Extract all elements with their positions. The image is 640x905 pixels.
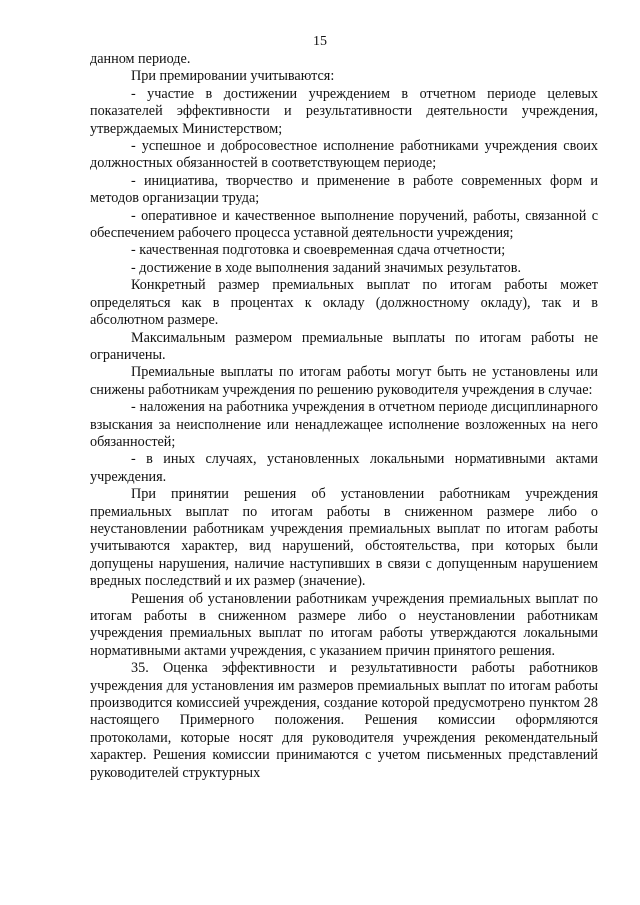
paragraph: При премировании учитываются: xyxy=(131,68,335,85)
paragraph: Максимальным размером премиальные выплаты по итогам работы не ограничены. xyxy=(90,329,598,363)
page-number: 15 xyxy=(313,34,327,49)
list-item: - оперативное и качественное выполнение поручений, работы, связанной с обеспечением рабочего процесса уставной деятельности учреждения; xyxy=(90,207,598,242)
list-item: - участие в достижении учреждением в отчетном периоде целевых показателей эффективности и результативности деятельности учреждения, утверждаемых Министерством; xyxy=(90,85,598,137)
list-item: - качественная подготовка и своевременная сдача отчетности; xyxy=(131,242,506,259)
list-item: - в иных случаях, установленных локальными нормативными актами учреждения. xyxy=(90,451,598,485)
paragraph: Премиальные выплаты по итогам работы могут быть не установлены или снижены работникам учреждения по решению руководителя учреждения в случае: xyxy=(90,364,598,398)
paragraph: данном периоде. xyxy=(90,51,191,67)
paragraph: 35. Оценка эффективности и результативности работы работников учреждения для установления им размеров премиальных выплат по итогам работы производится комиссией учреждения, создание которой предусмотрено пунктом 28 настоящего Примерного положения. Решения комиссии оформляются протоколами, которые носят для руководителя учреждения рекомендательный характер. Решения комиссии принимаются с учетом письменных представлений руководителей структурных xyxy=(90,660,598,781)
list-item: - наложения на работника учреждения в отчетном периоде дисциплинарного взыскания за неисполнение или ненадлежащее исполнение возложенных на него обязанностей; xyxy=(90,399,598,450)
document-body xyxy=(90,51,598,782)
list-item: - достижение в ходе выполнения заданий значимых результатов. xyxy=(131,259,522,276)
paragraph: Решения об установлении работникам учреждения премиальных выплат по итогам работы в сниженном размере либо о неустановлении работникам учреждения премиальных выплат по итогам работы утверждаются локальными нормативными актами учреждения, с указанием причин принятого решения. xyxy=(90,590,598,659)
paragraph: При принятии решения об установлении работникам учреждения премиальных выплат по итогам работы в сниженном размере либо о неустановлении работникам учреждения премиальных выплат по итогам работы учитываются характер, вид нарушений, обстоятельства, при которых были допущены нарушения, наличие наступивших в связи с допущенным нарушением вредных последствий и их размер (значение). xyxy=(90,486,598,590)
list-item: - инициатива, творчество и применение в работе современных форм и методов организации труда; xyxy=(90,172,598,207)
list-item: - успешное и добросовестное исполнение работниками учреждения своих должностных обязанностей в соответствующем периоде; xyxy=(90,138,598,172)
paragraph: Конкретный размер премиальных выплат по итогам работы может определяться как в процентах к окладу (должностному окладу), так и в абсолютном размере. xyxy=(90,277,598,329)
